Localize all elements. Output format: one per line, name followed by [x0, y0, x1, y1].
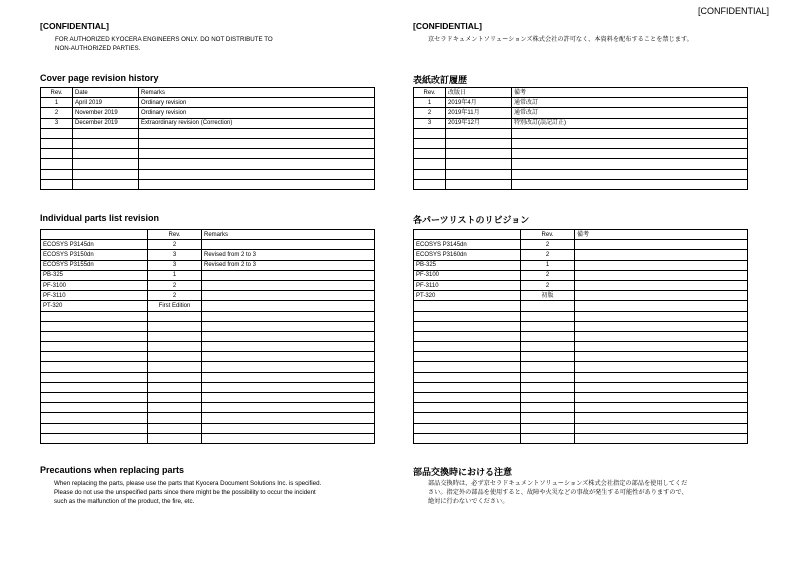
table-cell [575, 270, 748, 280]
table-cell: PF-3100 [414, 270, 521, 280]
table-cell [139, 128, 375, 138]
left-notice-line-1: FOR AUTHORIZED KYOCERA ENGINEERS ONLY. DO NOT DISTRIBUTE TO [55, 36, 273, 43]
table-cell [414, 393, 521, 403]
table-row [414, 118, 748, 128]
table-cell [414, 128, 446, 138]
table-cell [148, 352, 202, 362]
table-header-row [414, 230, 748, 240]
table-row [41, 372, 375, 382]
table-cell [575, 423, 748, 433]
table-row [41, 240, 375, 250]
table-cell: 特別改訂(誤記訂正) [512, 118, 748, 128]
table-cell [414, 433, 521, 443]
table-cell [521, 301, 575, 311]
table-row [414, 159, 748, 169]
table-cell [575, 403, 748, 413]
table-cell [521, 331, 575, 341]
table-row [414, 393, 748, 403]
table-header-cell: 備考 [575, 230, 748, 240]
table-cell [148, 372, 202, 382]
table-cell [41, 169, 73, 179]
table-cell [575, 291, 748, 301]
table-cell: November 2019 [73, 108, 139, 118]
table-cell: 3 [148, 250, 202, 260]
table-cell: 3 [148, 260, 202, 270]
table-cell: 通常改訂 [512, 98, 748, 108]
left-parts-table [40, 229, 375, 444]
table-cell: 2 [521, 270, 575, 280]
right-precaution-text [428, 479, 748, 506]
table-row [41, 250, 375, 260]
table-row [41, 159, 375, 169]
table-row [414, 433, 748, 443]
table-row [414, 362, 748, 372]
table-cell [202, 382, 375, 392]
table-cell [202, 403, 375, 413]
table-cell [73, 128, 139, 138]
table-row [41, 423, 375, 433]
table-cell: 1 [521, 260, 575, 270]
table-cell [41, 362, 148, 372]
table-cell [41, 342, 148, 352]
table-cell [521, 321, 575, 331]
table-row [41, 352, 375, 362]
table-cell [575, 240, 748, 250]
table-cell: 1 [148, 270, 202, 280]
table-cell: PT-320 [41, 301, 148, 311]
table-header-cell [414, 230, 521, 240]
table-cell: 初版 [521, 291, 575, 301]
table-row [41, 382, 375, 392]
table-row [414, 311, 748, 321]
table-cell [521, 403, 575, 413]
table-row [414, 423, 748, 433]
table-row [414, 342, 748, 352]
table-cell [148, 321, 202, 331]
table-cell [446, 179, 512, 189]
table-row [414, 301, 748, 311]
table-cell [202, 423, 375, 433]
table-row [41, 301, 375, 311]
table-cell [41, 128, 73, 138]
table-row [414, 291, 748, 301]
table-cell [521, 311, 575, 321]
table-cell [202, 240, 375, 250]
table-cell [41, 149, 73, 159]
table-cell [414, 321, 521, 331]
table-cell: ECOSYS P3160dn [414, 250, 521, 260]
table-cell [575, 393, 748, 403]
table-cell: 1 [41, 98, 73, 108]
table-cell [446, 159, 512, 169]
table-header-cell: 備考 [512, 88, 748, 98]
table-cell [446, 149, 512, 159]
table-cell: PF-3100 [41, 280, 148, 290]
table-cell [575, 413, 748, 423]
table-cell [575, 250, 748, 260]
table-cell: April 2019 [73, 98, 139, 108]
table-cell: ECOSYS P3145dn [414, 240, 521, 250]
table-row [41, 128, 375, 138]
table-cell: Ordinary revision [139, 108, 375, 118]
table-cell [512, 159, 748, 169]
table-cell [202, 270, 375, 280]
table-header-cell: Remarks [139, 88, 375, 98]
table-cell [202, 393, 375, 403]
table-row [41, 118, 375, 128]
table-cell: PB-325 [414, 260, 521, 270]
table-cell [414, 159, 446, 169]
table-cell [41, 331, 148, 341]
table-row [41, 291, 375, 301]
table-cell [139, 179, 375, 189]
table-cell [575, 372, 748, 382]
table-cell [521, 423, 575, 433]
table-cell [202, 342, 375, 352]
table-cell [41, 393, 148, 403]
table-cell [575, 433, 748, 443]
table-header-cell: Date [73, 88, 139, 98]
table-cell: 2 [41, 108, 73, 118]
table-header-cell [41, 230, 148, 240]
table-cell [202, 301, 375, 311]
table-row [414, 260, 748, 270]
table-cell: 2019年11月 [446, 108, 512, 118]
table-cell [41, 382, 148, 392]
table-row [414, 108, 748, 118]
table-row [414, 128, 748, 138]
table-cell [575, 321, 748, 331]
table-header-row [414, 88, 748, 98]
table-row [41, 311, 375, 321]
table-cell [202, 291, 375, 301]
table-cell [414, 149, 446, 159]
table-row [414, 403, 748, 413]
table-cell: 2019年12月 [446, 118, 512, 128]
table-row [41, 321, 375, 331]
table-cell [521, 372, 575, 382]
table-cell [148, 403, 202, 413]
table-cell [148, 423, 202, 433]
table-cell [148, 331, 202, 341]
table-header-cell: Rev. [148, 230, 202, 240]
table-cell: PT-320 [414, 291, 521, 301]
table-row [41, 149, 375, 159]
table-header-cell: Rev. [414, 88, 446, 98]
table-cell [73, 149, 139, 159]
table-cell: 2019年4月 [446, 98, 512, 108]
left-precaution-line-2: Please do not use the unspecified parts since there might be the possibility to occur the incident [54, 489, 316, 496]
table-cell: Extraordinary revision (Correction) [139, 118, 375, 128]
table-cell [41, 352, 148, 362]
table-cell [73, 179, 139, 189]
table-cell [148, 342, 202, 352]
table-cell: PB-325 [41, 270, 148, 280]
table-cell: Revised from 2 to 3 [202, 260, 375, 270]
table-row [414, 138, 748, 148]
left-precaution-text [54, 479, 384, 506]
table-cell [575, 280, 748, 290]
table-cell [414, 352, 521, 362]
table-cell [41, 321, 148, 331]
right-cover-title: 表紙改訂履歴 [413, 75, 468, 85]
table-cell [512, 138, 748, 148]
table-row [414, 240, 748, 250]
left-confidential-label: [CONFIDENTIAL] [40, 21, 109, 31]
left-parts-title: Individual parts list revision [40, 213, 160, 223]
table-cell [512, 169, 748, 179]
left-notice [55, 35, 273, 53]
table-cell [139, 159, 375, 169]
table-row [414, 98, 748, 108]
table-row [414, 179, 748, 189]
table-cell: 3 [41, 118, 73, 128]
table-cell [148, 362, 202, 372]
table-cell [414, 403, 521, 413]
table-cell: Revised from 2 to 3 [202, 250, 375, 260]
table-header-cell: 改版日 [446, 88, 512, 98]
table-cell: 2 [148, 280, 202, 290]
table-row [41, 260, 375, 270]
table-row [414, 280, 748, 290]
table-cell [414, 138, 446, 148]
table-cell [414, 413, 521, 423]
table-row [41, 433, 375, 443]
table-row [41, 280, 375, 290]
table-cell [575, 352, 748, 362]
left-precaution-line-1: When replacing the parts, please use the parts that Kyocera Document Solutions Inc. is specified. [54, 480, 322, 487]
table-cell: Ordinary revision [139, 98, 375, 108]
table-cell [41, 372, 148, 382]
right-cover-table [413, 87, 748, 190]
table-row [41, 403, 375, 413]
table-cell: ECOSYS P3145dn [41, 240, 148, 250]
table-cell: ECOSYS P3155dn [41, 260, 148, 270]
table-cell [414, 331, 521, 341]
table-cell [521, 413, 575, 423]
table-cell [512, 128, 748, 138]
table-cell: 1 [414, 98, 446, 108]
table-cell [414, 169, 446, 179]
table-cell [148, 433, 202, 443]
table-cell: 2 [521, 280, 575, 290]
table-cell: 2 [521, 250, 575, 260]
table-cell [575, 311, 748, 321]
table-cell [414, 372, 521, 382]
table-cell [414, 179, 446, 189]
table-cell: First Edition [148, 301, 202, 311]
left-notice-line-2: NON-AUTHORIZED PARTIES. [55, 45, 141, 52]
table-cell [414, 423, 521, 433]
table-cell [575, 342, 748, 352]
table-cell [202, 311, 375, 321]
table-cell [41, 413, 148, 423]
right-parts-title: 各パーツリストのリビジョン [413, 215, 530, 225]
table-cell [521, 362, 575, 372]
table-cell [148, 413, 202, 423]
table-row [41, 179, 375, 189]
table-row [414, 321, 748, 331]
table-row [414, 372, 748, 382]
table-cell [148, 382, 202, 392]
table-row [414, 149, 748, 159]
table-row [414, 382, 748, 392]
table-cell [414, 362, 521, 372]
table-cell [521, 382, 575, 392]
table-row [41, 362, 375, 372]
table-row [41, 108, 375, 118]
table-cell [139, 149, 375, 159]
right-notice: 京セラドキュメントソリューションズ株式会社の許可なく、本資料を配布することを禁じます。 [428, 36, 693, 43]
table-cell [41, 138, 73, 148]
left-precaution-title: Precautions when replacing parts [40, 465, 185, 475]
table-row [414, 169, 748, 179]
table-row [414, 352, 748, 362]
table-cell [521, 352, 575, 362]
table-cell [41, 179, 73, 189]
table-cell [512, 179, 748, 189]
table-cell [202, 321, 375, 331]
table-row [41, 169, 375, 179]
table-row [414, 331, 748, 341]
table-cell [575, 382, 748, 392]
table-cell: 通常改訂 [512, 108, 748, 118]
table-row [41, 331, 375, 341]
table-cell [73, 169, 139, 179]
right-precaution-line-2: さい。指定外の部品を使用すると、故障や火災などの事故が発生する可能性がありますので、 [428, 489, 688, 496]
table-cell: PF-3110 [414, 280, 521, 290]
table-cell [202, 331, 375, 341]
table-cell [414, 301, 521, 311]
table-cell [41, 159, 73, 169]
table-cell: 3 [414, 118, 446, 128]
table-cell [41, 311, 148, 321]
table-cell [414, 382, 521, 392]
left-cover-table [40, 87, 375, 190]
table-cell [139, 138, 375, 148]
table-row [41, 98, 375, 108]
table-row [414, 250, 748, 260]
table-header-cell: Remarks [202, 230, 375, 240]
table-row [414, 270, 748, 280]
table-cell [575, 301, 748, 311]
table-cell [521, 433, 575, 443]
table-cell [202, 280, 375, 290]
table-cell [148, 393, 202, 403]
table-cell [575, 331, 748, 341]
table-cell [202, 362, 375, 372]
table-cell [148, 311, 202, 321]
table-cell: PF-3110 [41, 291, 148, 301]
table-cell: December 2019 [73, 118, 139, 128]
table-row [41, 138, 375, 148]
table-header-row [41, 88, 375, 98]
table-cell: 2 [414, 108, 446, 118]
table-cell: 2 [148, 240, 202, 250]
table-row [41, 342, 375, 352]
table-row [414, 413, 748, 423]
left-precaution-line-3: such as the malfunction of the product, the fire, etc. [54, 498, 195, 505]
right-parts-table [413, 229, 748, 444]
table-row [41, 393, 375, 403]
table-cell [73, 159, 139, 169]
table-header-cell: Rev. [521, 230, 575, 240]
table-header-row [41, 230, 375, 240]
table-cell [446, 138, 512, 148]
table-cell [139, 169, 375, 179]
table-row [41, 270, 375, 280]
right-precaution-line-1: 部品交換時は、必ず京セラドキュメントソリューションズ株式会社指定の部品を使用してくだ [428, 480, 688, 487]
table-cell [41, 403, 148, 413]
table-cell [41, 423, 148, 433]
right-precaution-line-3: 絶対に行わないでください。 [428, 498, 509, 505]
table-cell [575, 260, 748, 270]
table-header-cell: Rev. [41, 88, 73, 98]
table-cell [202, 372, 375, 382]
table-cell: 2 [148, 291, 202, 301]
table-cell [414, 311, 521, 321]
top-confidential-label: [CONFIDENTIAL] [697, 6, 769, 16]
table-cell [202, 433, 375, 443]
table-cell [202, 413, 375, 423]
table-cell: ECOSYS P3150dn [41, 250, 148, 260]
table-cell [73, 138, 139, 148]
table-cell [446, 128, 512, 138]
table-cell [202, 352, 375, 362]
left-cover-title: Cover page revision history [40, 73, 159, 83]
table-cell [521, 342, 575, 352]
table-cell [521, 393, 575, 403]
table-cell [414, 342, 521, 352]
table-cell [41, 433, 148, 443]
table-cell [446, 169, 512, 179]
table-cell [512, 149, 748, 159]
right-precaution-title: 部品交換時における注意 [413, 467, 513, 477]
table-cell: 2 [521, 240, 575, 250]
table-cell [575, 362, 748, 372]
table-row [41, 413, 375, 423]
right-confidential-label: [CONFIDENTIAL] [413, 21, 482, 31]
